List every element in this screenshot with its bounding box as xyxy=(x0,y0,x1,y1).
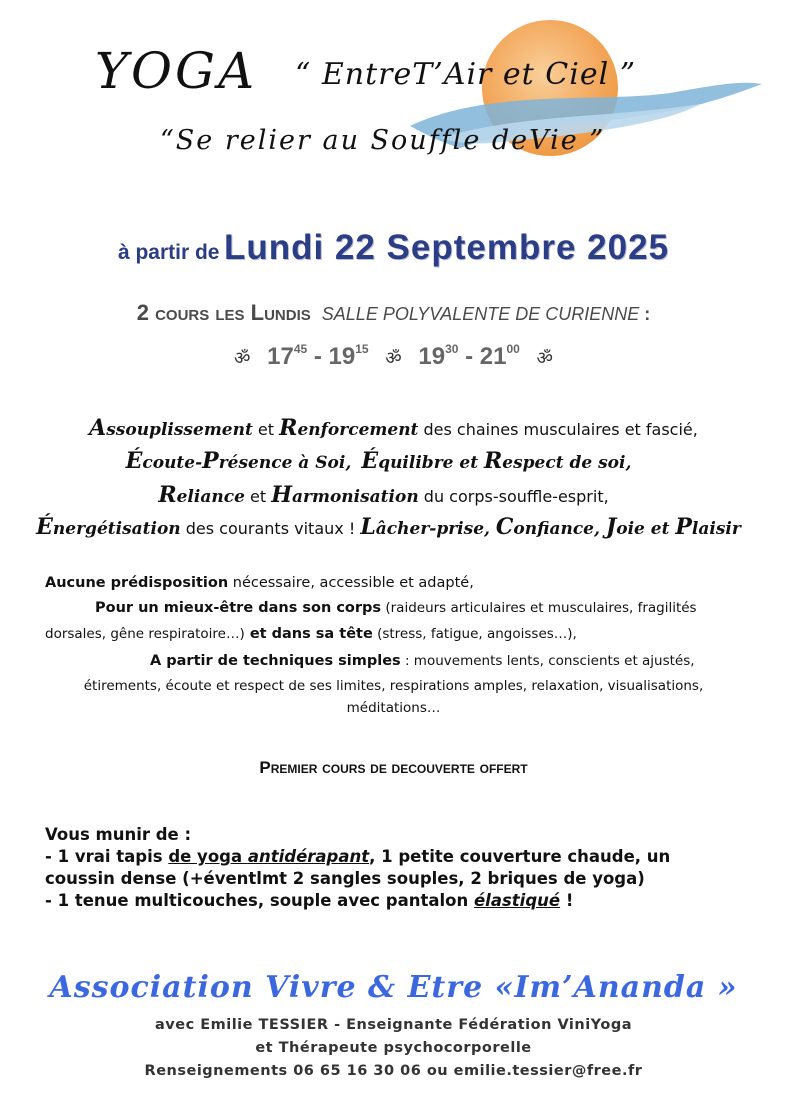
benefit-text: du corps-souffle-esprit, xyxy=(418,487,609,506)
description-bold: Aucune prédisposition xyxy=(45,575,229,591)
benefit-text: des courants vitaux ! xyxy=(180,519,361,538)
benefit-word: nergétisation xyxy=(52,519,181,539)
description-line-2 xyxy=(95,600,697,616)
therapist-line: et Thérapeute psychocorporelle xyxy=(255,1040,532,1056)
contact-line: Renseignements 06 65 16 30 06 ou emilie.tessier@free.fr xyxy=(144,1063,643,1079)
slot1-start-hour: 17 xyxy=(267,343,294,370)
cap-letter: É xyxy=(125,448,143,474)
teacher-line: avec Emilie TESSIER - Enseignante Fédération ViniYoga xyxy=(155,1017,632,1033)
description-text: (stress, fatigue, angoisses…), xyxy=(372,626,577,642)
description-line-3 xyxy=(45,626,577,642)
description-line-6 xyxy=(0,700,787,716)
benefit-word: enforcement xyxy=(297,420,419,440)
description-bold: et dans sa tête xyxy=(244,626,373,642)
benefit-word: laisir xyxy=(691,519,741,539)
cap-letter: R xyxy=(483,448,503,474)
description-bold: Pour un mieux-être dans son corps xyxy=(95,600,382,616)
start-date-line xyxy=(0,228,787,268)
cap-letter: P xyxy=(675,514,692,540)
benefit-line-2 xyxy=(0,448,772,474)
benefit-word: oie et xyxy=(616,519,676,539)
benefit-text: des chaines musculaires et fascié, xyxy=(418,420,698,439)
description-line-1 xyxy=(45,575,474,591)
benefit-word: ssouplissement xyxy=(106,420,253,440)
course-name: “ EntreT’Air et Ciel ” xyxy=(295,57,637,92)
cap-letter: H xyxy=(271,482,292,508)
slot1-end-min: 15 xyxy=(355,342,369,356)
bring-text: , 1 petite couverture chaude, un xyxy=(369,847,671,866)
description-bold: A partir de techniques simples xyxy=(150,653,401,669)
benefit-word: onfiance, xyxy=(513,519,606,539)
cap-letter: A xyxy=(89,415,107,441)
bring-line-3: coussin dense (+éventlmt 2 sangles souples, 2 briques de yoga) xyxy=(45,869,645,888)
benefit-word: résence à Soi, xyxy=(218,453,352,473)
om-icon: ॐ xyxy=(385,348,402,368)
cap-letter: C xyxy=(495,514,514,540)
benefit-text: et xyxy=(252,420,280,439)
bring-text: - 1 vrai tapis xyxy=(45,847,169,866)
start-prefix: à partir de xyxy=(117,241,220,264)
slot2-dash: - xyxy=(465,343,474,370)
bring-line-1: Vous munir de : xyxy=(45,825,192,844)
bring-text: ! xyxy=(560,891,574,910)
benefit-word: quilibre et xyxy=(378,453,484,473)
benefit-word: coute- xyxy=(142,453,203,473)
benefit-text: et xyxy=(244,487,272,506)
bring-underlined: de yoga xyxy=(168,847,248,866)
cap-letter: L xyxy=(360,514,376,540)
bring-line-4 xyxy=(45,891,573,910)
description-text: nécessaire, accessible et adapté, xyxy=(228,575,474,591)
slot1-end-hour: 19 xyxy=(328,343,356,370)
sun-wave-logo xyxy=(370,18,780,188)
bring-line-2 xyxy=(45,847,670,866)
om-icon: ॐ xyxy=(234,348,251,368)
description-text: (raideurs articulaires et musculaires, fragilités xyxy=(381,600,697,616)
cap-letter: P xyxy=(202,448,219,474)
bring-text: - 1 tenue multicouches, souple avec pantalon xyxy=(45,891,474,910)
cap-letter: É xyxy=(361,448,379,474)
start-date: Lundi 22 Septembre 2025 xyxy=(223,228,670,267)
slot2-end-min: 00 xyxy=(506,342,520,356)
benefit-line-1 xyxy=(0,415,787,441)
slot1-start-min: 45 xyxy=(293,342,308,356)
times-line xyxy=(0,342,787,371)
slogan: “Se relier au Souffle deVie ” xyxy=(160,125,606,156)
cap-letter: R xyxy=(279,415,298,441)
benefit-word: âcher-prise, xyxy=(375,519,496,539)
cap-letter: É xyxy=(36,514,53,540)
slot2-end-hour: 21 xyxy=(479,343,507,370)
benefit-line-3 xyxy=(0,482,777,508)
benefit-word: eliance xyxy=(176,487,245,507)
courses-line xyxy=(0,300,787,326)
courses-place: SALLE POLYVALENTE DE CURIENNE xyxy=(321,304,640,324)
description-text: méditations… xyxy=(346,700,441,716)
yoga-title: YOGA xyxy=(95,42,258,100)
slot2-start-hour: 19 xyxy=(418,343,446,370)
description-line-5 xyxy=(0,678,787,694)
courses-colon: : xyxy=(644,304,651,324)
cap-letter: R xyxy=(158,482,177,508)
cap-letter: J xyxy=(605,514,617,540)
description-text: dorsales, gêne respiratoire…) xyxy=(45,626,245,642)
courses-label: 2 cours les Lundis xyxy=(136,300,311,325)
benefit-word: armonisation xyxy=(291,487,419,507)
bring-underlined-italic: élastiqué xyxy=(473,891,561,910)
om-icon: ॐ xyxy=(536,348,553,368)
bring-underlined-italic: antidérapant xyxy=(247,847,370,866)
description-text: : mouvements lents, conscients et ajustés, xyxy=(400,653,695,669)
offer-heading: Premier cours de decouverte offert xyxy=(259,758,528,777)
benefit-word: espect de soi, xyxy=(502,453,632,473)
description-text: étirements, écoute et respect de ses limites, respirations amples, relaxation, visualisations, xyxy=(83,678,704,694)
slot1-dash: - xyxy=(313,343,322,370)
benefit-line-4 xyxy=(0,514,782,540)
description-line-4 xyxy=(150,653,695,669)
association-name: Association Vivre & Etre «Im’Ananda » xyxy=(49,970,738,1005)
slot2-start-min: 30 xyxy=(445,342,459,356)
